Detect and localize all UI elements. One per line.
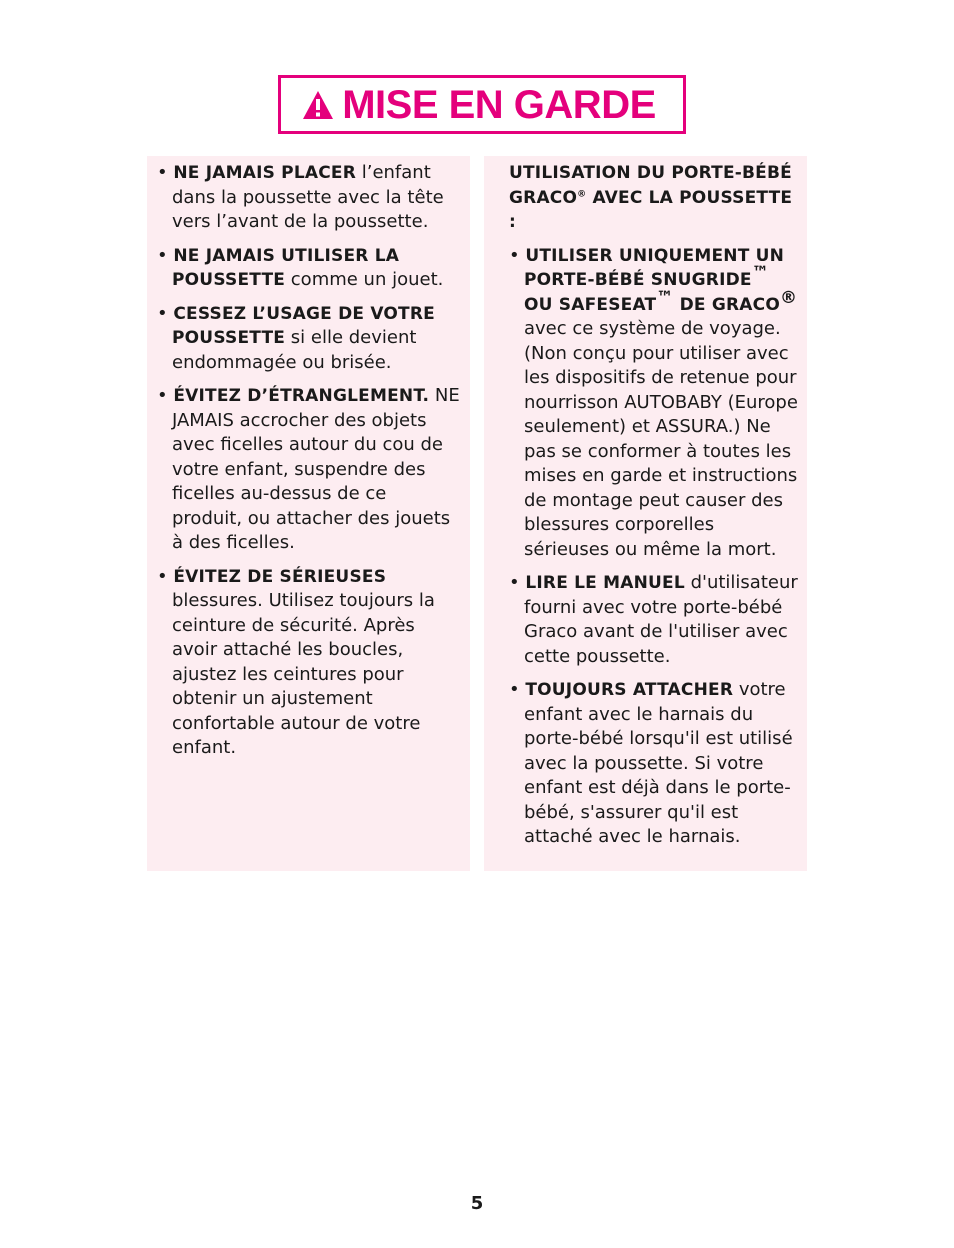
list-item <box>157 244 460 293</box>
left-warning-column <box>147 156 470 871</box>
list-item <box>509 571 799 669</box>
item-bold-text: LIRE LE MANUEL <box>525 573 685 593</box>
item-text: NE JAMAIS accrocher des objets avec ficelles autour du cou de votre enfant, suspendre des ficelles au-dessus de ce produit, ou attacher des jouets à des ficelles. <box>172 385 460 553</box>
item-text: blessures. Utilisez toujours la ceinture de sécurité. Après avoir attaché les boucles, ajustez les ceintures pour obtenir un ajustement confortable autour de votre enfant. <box>172 590 435 758</box>
warning-header <box>278 75 686 134</box>
list-item <box>157 302 460 376</box>
bullet: • <box>157 244 168 266</box>
page-number: 5 <box>470 1193 484 1214</box>
registered-mark: ® <box>577 188 587 199</box>
bullet: • <box>157 565 168 587</box>
bullet: • <box>509 572 520 593</box>
heading-text: AVEC LA POUSSETTE : <box>509 187 793 232</box>
list-item <box>157 565 460 761</box>
warning-title: MISE EN GARDE <box>342 82 656 127</box>
item-bold-text: UTILISER UNIQUEMENT UN PORTE-BÉBÉ SNUGRIDE <box>524 245 785 290</box>
item-bold-text: NE JAMAIS UTILISER LA POUSSETTE <box>172 245 400 290</box>
list-item <box>509 244 799 563</box>
item-bold-text: ÉVITEZ D’ÉTRANGLEMENT. <box>173 386 430 406</box>
item-bold-text: CESSEZ L’USAGE DE VOTRE POUSSETTE <box>172 303 435 348</box>
bullet: • <box>157 385 168 406</box>
item-text: avec ce système de voyage. (Non conçu pour utiliser avec les dispositifs de retenue pour nourrisson AUTOBABY (Europe seulement) et ASSURA.) Ne pas se conformer à toutes les mises en garde et instructions de montage peut causer des blessures corporelles sérieuses ou même la mort. <box>524 318 798 560</box>
trademark-mark: ™ <box>751 263 769 283</box>
item-bold-text: OU SAFESEAT <box>524 294 657 315</box>
item-text: l’enfant dans la poussette avec la tête vers l’avant de la poussette. <box>172 162 444 232</box>
list-item <box>157 384 460 556</box>
trademark-mark: ™ <box>656 287 674 308</box>
item-text: comme un jouet. <box>285 269 444 290</box>
item-bold-text: TOUJOURS ATTACHER <box>525 680 734 700</box>
item-text: d'utilisateur fourni avec votre porte-bébé Graco avant de l'utiliser avec cette poussette. <box>524 572 798 667</box>
registered-mark: ® <box>780 287 798 308</box>
item-bold-text: ÉVITEZ DE SÉRIEUSES <box>173 566 387 587</box>
warning-triangle-icon <box>302 90 334 120</box>
right-warning-column <box>484 156 807 871</box>
bullet: • <box>509 244 520 266</box>
list-item <box>157 161 460 235</box>
item-text: si elle devient endommagée ou brisée. <box>172 327 417 373</box>
bullet: • <box>157 302 168 324</box>
item-bold-text: DE GRACO <box>673 294 780 315</box>
section-heading <box>509 161 799 235</box>
heading-text: UTILISATION DU PORTE-BÉBÉ GRACO <box>509 163 792 208</box>
item-bold-text: NE JAMAIS PLACER <box>173 163 356 183</box>
bullet: • <box>157 162 168 183</box>
item-text: votre enfant avec le harnais du porte-bébé lorsqu'il est utilisé avec la poussette. Si votre enfant est déjà dans le porte-bébé, s'assurer qu'il est attaché avec le harnais. <box>524 679 793 847</box>
list-item <box>509 678 799 850</box>
bullet: • <box>509 679 520 700</box>
